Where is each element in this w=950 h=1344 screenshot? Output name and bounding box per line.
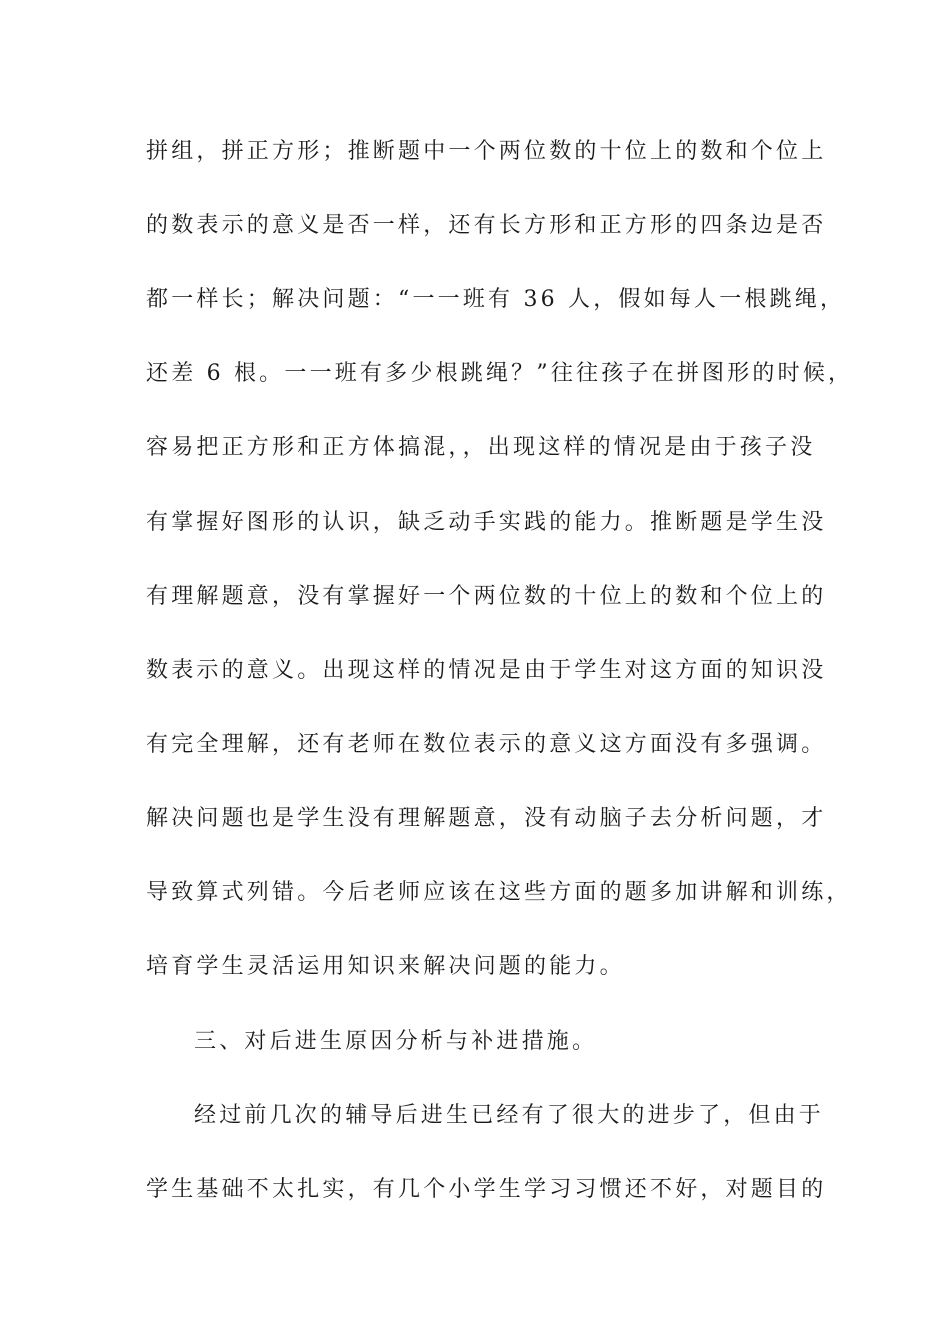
paragraph-line: 经过前几次的辅导后进生已经有了很大的进步了，但由于: [194, 1103, 825, 1128]
paragraph-line: 学生基础不太扎实，有几个小学生学习习惯还不好，对题目的: [146, 1177, 827, 1202]
paragraph-line: 有理解题意，没有掌握好一个两位数的十位上的数和个位上的: [146, 584, 827, 609]
paragraph-line: 拼组，拼正方形；推断题中一个两位数的十位上的数和个位上: [146, 139, 827, 164]
paragraph-line: 解决问题也是学生没有理解题意，没有动脑子去分析问题，才: [146, 806, 827, 831]
paragraph-line: 的数表示的意义是否一样，还有长方形和正方形的四条边是否: [146, 213, 827, 238]
paragraph-line: 导致算式列错。今后老师应该在这些方面的题多加讲解和训练，: [146, 880, 852, 905]
paragraph-line: 有掌握好图形的认识，缺乏动手实践的能力。推断题是学生没: [146, 510, 827, 535]
paragraph-line: 还差 6 根。一一班有多少根跳绳？”往往孩子在拼图形的时候，: [146, 361, 854, 386]
paragraph-line: 都一样长；解决问题：“一一班有 36 人，假如每人一根跳绳，: [146, 287, 846, 312]
paragraph-line: 培育学生灵活运用知识来解决问题的能力。: [146, 954, 625, 979]
paragraph-line: 数表示的意义。出现这样的情况是由于学生对这方面的知识没: [146, 658, 827, 683]
paragraph-line: 有完全理解，还有老师在数位表示的意义这方面没有多强调。: [146, 732, 827, 757]
paragraph-line: 容易把正方形和正方体搞混，，出现这样的情况是由于孩子没: [146, 435, 816, 460]
section-heading: 三、对后进生原因分析与补进措施。: [194, 1029, 598, 1054]
